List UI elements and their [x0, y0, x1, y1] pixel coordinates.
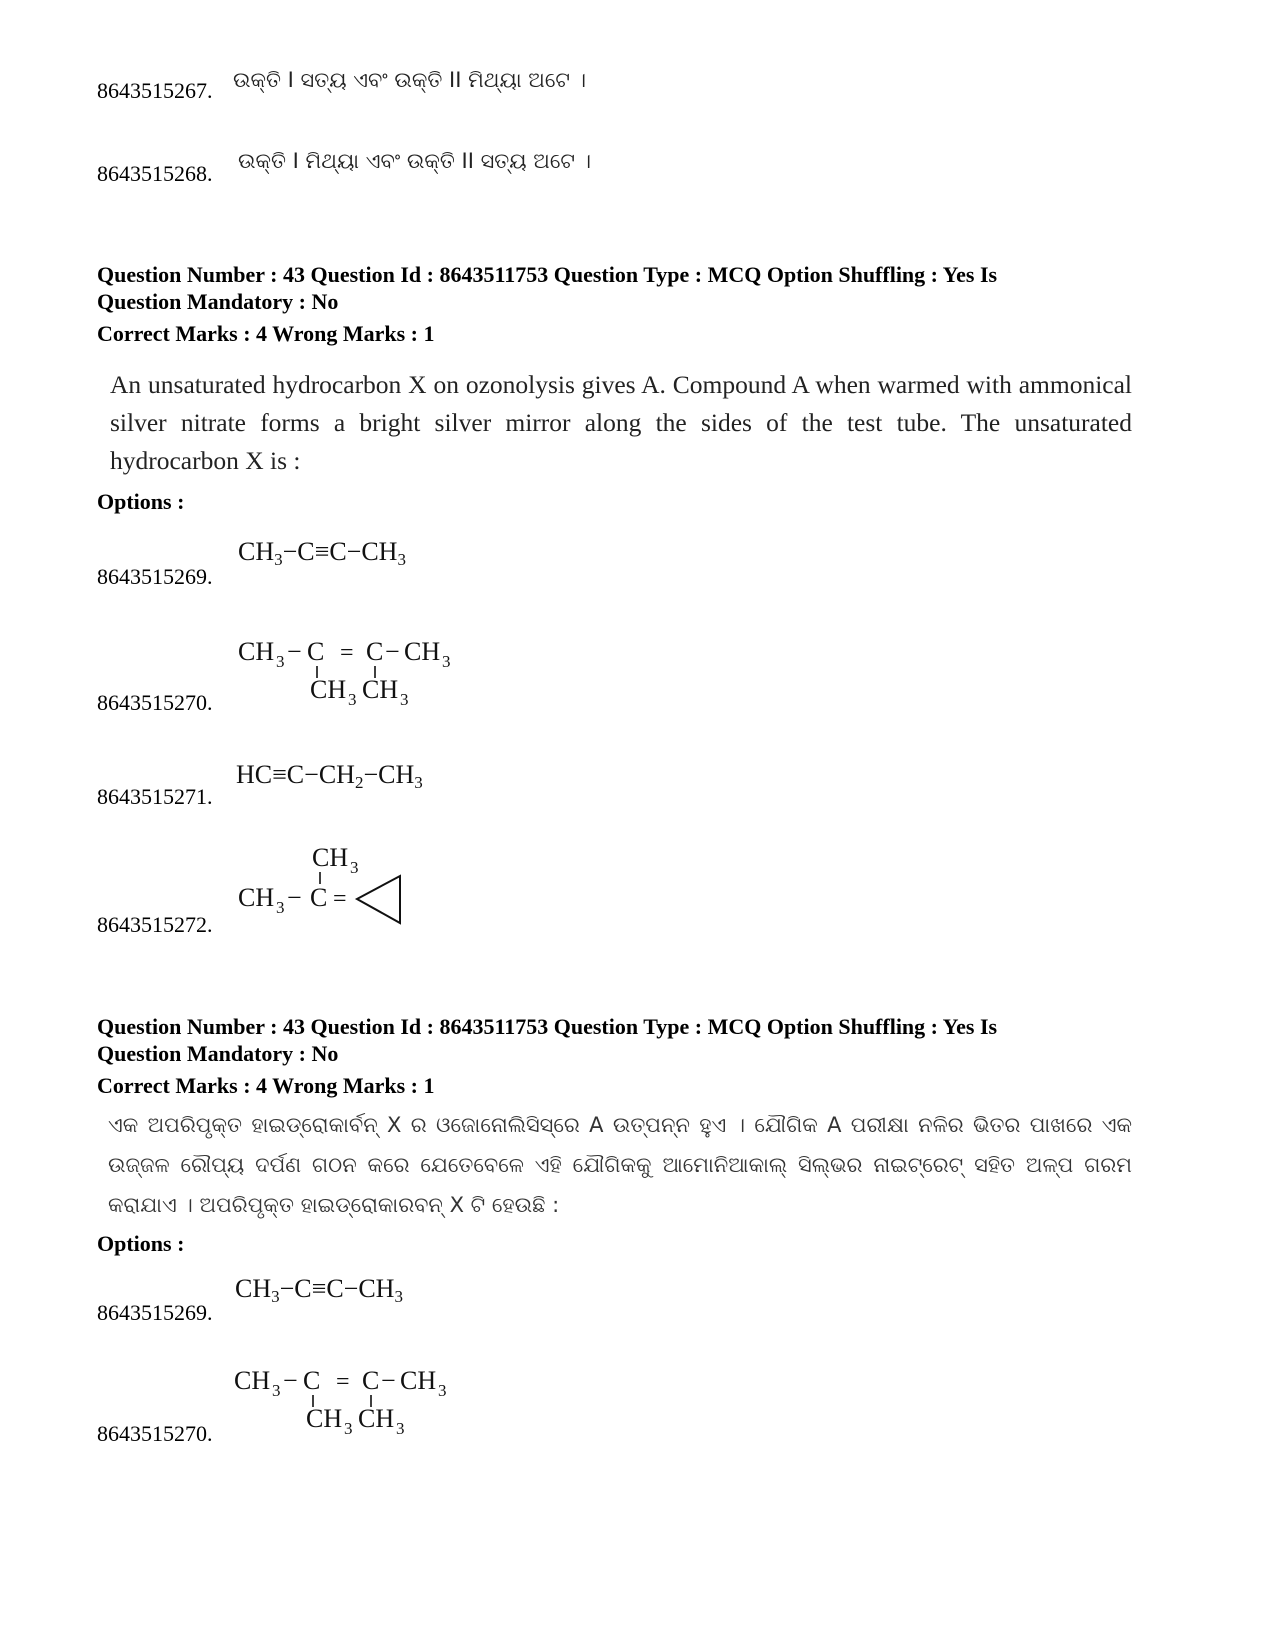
- option-id: 8643515267.: [97, 78, 213, 103]
- option-text: ଉକ୍ତି I ସତ୍ୟ ଏବଂ ଉକ୍ତି II ମିଥ୍ୟା ଅଟେ ।: [233, 68, 587, 92]
- option-id: 8643515271.: [97, 784, 213, 809]
- option-id: 8643515270.: [97, 690, 213, 715]
- question-header-line2: Question Mandatory : No: [97, 289, 339, 314]
- question-header: [97, 1013, 1187, 1067]
- question-header-line1: Question Number : 43 Question Id : 8643511753 Question Type : MCQ Option Shuffling : Yes Is: [97, 1014, 998, 1039]
- svg-text:C: C: [366, 637, 384, 666]
- question-header-line1: Question Number : 43 Question Id : 8643511753 Question Type : MCQ Option Shuffling : Yes Is: [97, 262, 998, 287]
- svg-text:3: 3: [442, 652, 451, 671]
- question-text: An unsaturated hydrocarbon X on ozonolysis gives A. Compound A when warmed with ammonical silver nitrate forms a bright silver mirror along the sides of the test tube. The unsaturated hydrocarbon X is :: [110, 370, 1132, 475]
- options-label: Options :: [97, 489, 185, 514]
- svg-text:3: 3: [276, 898, 285, 917]
- option-id: 8643515268.: [97, 161, 213, 186]
- option-formula-but-1-yne: $HC\equiv C-CH_2-CH_3$: [236, 760, 423, 792]
- svg-text:=: =: [336, 1369, 350, 1395]
- svg-text:C: C: [362, 1366, 380, 1395]
- svg-text:3: 3: [396, 1419, 405, 1437]
- svg-text:CH: CH: [400, 1366, 437, 1395]
- svg-text:3: 3: [350, 858, 359, 877]
- option-id: 8643515269.: [97, 564, 213, 589]
- svg-text:CH: CH: [362, 675, 399, 704]
- svg-text:CH: CH: [238, 637, 275, 666]
- svg-text:CH: CH: [312, 843, 349, 872]
- svg-text:CH: CH: [358, 1404, 395, 1433]
- svg-text:CH: CH: [234, 1366, 271, 1395]
- option-id: 8643515272.: [97, 912, 213, 937]
- option-formula-but-2-yne: $CH_3-C\equiv C-CH_3$: [235, 1274, 403, 1306]
- option-id: 8643515269.: [97, 1300, 213, 1325]
- svg-text:3: 3: [400, 690, 409, 708]
- svg-text:C: C: [303, 1366, 321, 1395]
- svg-text:−: −: [283, 1366, 298, 1395]
- svg-text:−: −: [385, 637, 400, 666]
- svg-text:−: −: [287, 883, 302, 912]
- option-formula-tetramethylethylene: [232, 628, 472, 708]
- options-label: Options :: [97, 1231, 185, 1256]
- svg-text:3: 3: [276, 652, 285, 671]
- svg-text:C: C: [310, 883, 328, 912]
- svg-text:CH: CH: [310, 675, 347, 704]
- svg-text:3: 3: [348, 690, 357, 708]
- svg-text:3: 3: [438, 1381, 447, 1400]
- option-text: ଉକ୍ତି I ମିଥ୍ୟା ଏବଂ ଉକ୍ତି II ସତ୍ୟ ଅଟେ ।: [238, 149, 592, 173]
- svg-text:−: −: [287, 637, 302, 666]
- svg-text:=: =: [340, 640, 354, 666]
- svg-text:=: =: [333, 886, 347, 912]
- svg-text:CH: CH: [404, 637, 441, 666]
- svg-text:3: 3: [344, 1419, 353, 1437]
- svg-text:−: −: [381, 1366, 396, 1395]
- option-formula-but-2-yne: $CH_3-C\equiv C-CH_3$: [238, 537, 406, 569]
- svg-text:3: 3: [272, 1381, 281, 1400]
- question-marks: Correct Marks : 4 Wrong Marks : 1: [97, 1073, 435, 1098]
- option-id: 8643515270.: [97, 1421, 213, 1446]
- question-marks: Correct Marks : 4 Wrong Marks : 1: [97, 321, 435, 346]
- svg-text:CH: CH: [306, 1404, 343, 1433]
- option-formula-isopropylidenecyclopropane: [232, 840, 432, 932]
- option-formula-tetramethylethylene: [228, 1357, 468, 1437]
- svg-text:C: C: [307, 637, 325, 666]
- question-text: ଏକ ଅପରିପୃକ୍ତ ହାଇଡ୍ରୋକାର୍ବନ୍ X ର ଓଜୋନୋଲିସିସ୍‌ରେ A ଉତ୍ପନ୍ନ ହୁଏ । ଯୌଗିକ A ପରୀକ୍ଷା ନଳିର ଭିତର ପାଖରେ ଏକ ଉଜ୍ଜଳ ରୌପ୍ୟ ଦର୍ପଣ ଗଠନ କରେ ଯେତେବେଳେ ଏହି ଯୌଗିକକୁ ଆମୋନିଆକାଲ୍ ସିଲ୍‌ଭର ନାଇଟ୍ରେଟ୍ ସହିତ ଅଳ୍ପ ଗରମ କରାଯାଏ । ଅପରିପୃକ୍ତ ହାଇଡ୍ରୋକାରବନ୍ X ଟି ହେଉଛି :: [108, 1113, 1132, 1217]
- question-header: [97, 261, 1187, 315]
- question-header-line2: Question Mandatory : No: [97, 1041, 339, 1066]
- svg-text:CH: CH: [238, 883, 275, 912]
